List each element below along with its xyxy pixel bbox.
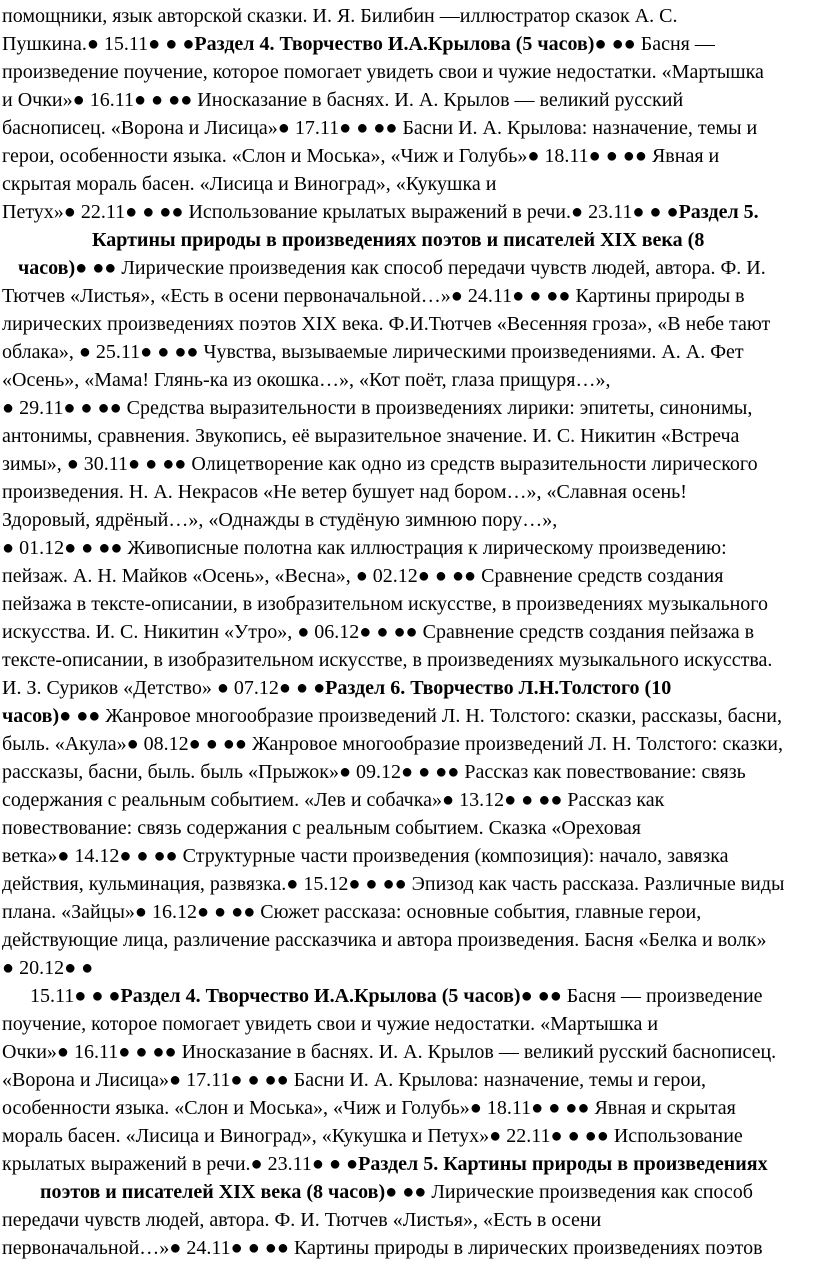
line-text: действующие лица, различение рассказчика и автора произведения. Басня «Белка и волк» bbox=[2, 929, 767, 951]
line-text: И. З. Суриков «Детство» ● 07.12● ● ● bbox=[2, 677, 326, 699]
section-heading: Раздел 4. Творчество И.А.Крылова (5 часов) bbox=[194, 33, 595, 55]
section-heading: часов) bbox=[2, 705, 60, 727]
line-content bbox=[0, 954, 93, 982]
text-line bbox=[0, 814, 816, 842]
line-content bbox=[0, 86, 683, 114]
line-content bbox=[0, 30, 715, 58]
line-text: и Очки»● 16.11● ● ●● Иносказание в баснях. И. А. Крылов — великий русский bbox=[2, 89, 684, 111]
line-content bbox=[0, 366, 610, 394]
line-content bbox=[0, 1234, 763, 1262]
text-line bbox=[0, 534, 816, 562]
text-line bbox=[0, 646, 816, 674]
text-line bbox=[0, 478, 816, 506]
text-line bbox=[0, 142, 816, 170]
line-text: Пушкина.● 15.11● ● ● bbox=[2, 33, 195, 55]
line-text: лирических произведениях поэтов XIX века. Ф.И.Тютчев «Весенняя гроза», «В небе тают bbox=[2, 313, 771, 335]
line-content bbox=[0, 1122, 743, 1150]
text-line bbox=[0, 1234, 816, 1262]
text-line bbox=[0, 562, 816, 590]
line-text: действия, кульминация, развязка.● 15.12● ● ●● Эпизод как часть рассказа. Различные виды bbox=[2, 873, 785, 895]
text-line bbox=[0, 1150, 816, 1178]
line-text: скрытая мораль басен. «Лисица и Виноград», «Кукушка и bbox=[2, 173, 497, 195]
line-content bbox=[0, 506, 557, 534]
text-line bbox=[0, 282, 816, 310]
line-content bbox=[0, 1010, 658, 1038]
line-text: помощники, язык авторской сказки. И. Я. Билибин —иллюстратор сказок А. С. bbox=[2, 5, 678, 27]
line-content bbox=[0, 394, 752, 422]
line-content bbox=[0, 2, 678, 30]
line-text: плана. «Зайцы»● 16.12● ● ●● Сюжет рассказа: основные события, главные герои, bbox=[2, 901, 702, 923]
line-content bbox=[0, 114, 757, 142]
line-content bbox=[0, 142, 719, 170]
line-text: произведения. Н. А. Некрасов «Не ветер бушует над бором…», «Славная осень! bbox=[2, 481, 687, 503]
line-text: Здоровый, ядрёный…», «Однажды в студёную зимнюю пору…», bbox=[2, 509, 558, 531]
text-line bbox=[0, 310, 816, 338]
line-content bbox=[0, 590, 768, 618]
line-text: произведение поучение, которое помогает увидеть свои и чужие недостатки. «Мартышка bbox=[2, 61, 764, 83]
line-text: ● 01.12● ● ●● Живописные полотна как иллюстрация к лирическому произведению: bbox=[2, 537, 727, 559]
text-line bbox=[0, 422, 816, 450]
text-line bbox=[0, 898, 816, 926]
line-content bbox=[0, 1094, 736, 1122]
text-line bbox=[0, 86, 816, 114]
line-content bbox=[0, 170, 496, 198]
text-line bbox=[0, 366, 816, 394]
line-text: поучение, которое помогает увидеть свои и чужие недостатки. «Мартышка и bbox=[2, 1013, 659, 1035]
line-text: «Ворона и Лисица»● 17.11● ● ●● Басни И. А. Крылова: назначение, темы и герои, bbox=[2, 1069, 707, 1091]
line-content bbox=[0, 254, 766, 282]
line-content bbox=[0, 842, 729, 870]
line-text: Петух»● 22.11● ● ●● Использование крылатых выражений в речи.● 23.11● ● ● bbox=[2, 201, 679, 223]
line-tail-text: ● ●● Басня — bbox=[594, 33, 715, 55]
line-content bbox=[0, 198, 759, 226]
text-line bbox=[0, 1010, 816, 1038]
line-content bbox=[0, 926, 766, 954]
text-line bbox=[0, 1094, 816, 1122]
line-content bbox=[0, 982, 763, 1010]
text-line bbox=[0, 114, 816, 142]
line-content bbox=[0, 786, 664, 814]
line-content bbox=[0, 562, 723, 590]
line-text: ● 29.11● ● ●● Средства выразительности в произведениях лирики: эпитеты, синонимы, bbox=[2, 397, 753, 419]
line-content bbox=[0, 282, 745, 310]
line-text: быль. «Акула»● 08.12● ● ●● Жанровое многообразие произведений Л. Н. Толстого: сказки, bbox=[2, 733, 783, 755]
text-line bbox=[0, 338, 816, 366]
text-line bbox=[0, 226, 816, 254]
line-text: мораль басен. «Лисица и Виноград», «Кукушка и Петух»● 22.11● ● ●● Использование bbox=[2, 1125, 743, 1147]
section-heading: Раздел 6. Творчество Л.Н.Толстого (10 bbox=[325, 677, 672, 699]
text-line bbox=[0, 842, 816, 870]
line-content bbox=[0, 338, 744, 366]
line-text: Очки»● 16.11● ● ●● Иносказание в баснях. И. А. Крылов — великий русский баснописец. bbox=[2, 1041, 777, 1063]
line-text: пейзажа в тексте-описании, в изобразительном искусстве, в произведениях музыкального bbox=[2, 593, 769, 615]
text-line bbox=[0, 450, 816, 478]
line-text: рассказы, басни, быль. быль «Прыжок»● 09.12● ● ●● Рассказ как повествование: связь bbox=[2, 761, 746, 783]
line-text: повествование: связь содержания с реальным событием. Сказка «Ореховая bbox=[2, 817, 641, 839]
line-text: крылатых выражений в речи.● 23.11● ● ● bbox=[2, 1153, 359, 1175]
line-text: ● 20.12● ● bbox=[2, 957, 94, 979]
section-heading: часов) bbox=[18, 257, 76, 279]
text-line bbox=[0, 730, 816, 758]
section-heading: поэтов и писателей XIX века (8 часов) bbox=[40, 1181, 386, 1203]
text-line bbox=[0, 30, 816, 58]
line-text: передачи чувств людей, автора. Ф. И. Тютчев «Листья», «Есть в осени bbox=[2, 1209, 602, 1231]
line-content bbox=[0, 870, 784, 898]
line-content bbox=[0, 1178, 753, 1206]
line-text: Тютчев «Листья», «Есть в осени первоначальной…»● 24.11● ● ●● Картины природы в bbox=[2, 285, 745, 307]
line-tail-text: ● ●● Лирические произведения как способ передачи чувств людей, автора. Ф. И. bbox=[75, 257, 766, 279]
line-content bbox=[0, 814, 641, 842]
line-content bbox=[0, 1038, 776, 1066]
line-text: ветка»● 14.12● ● ●● Структурные части произведения (композиция): начало, завязка bbox=[2, 845, 729, 867]
line-text: особенности языка. «Слон и Моська», «Чиж и Голубь»● 18.11● ● ●● Явная и скрытая bbox=[2, 1097, 736, 1119]
line-content bbox=[0, 1206, 601, 1234]
line-content bbox=[0, 1150, 768, 1178]
section-heading: Раздел 5. Картины природы в произведениях bbox=[358, 1153, 768, 1175]
line-text: пейзаж. А. Н. Майков «Осень», «Весна», ● 02.12● ● ●● Сравнение средств создания bbox=[2, 565, 724, 587]
line-text: антонимы, сравнения. Звукопись, её выразительное значение. И. С. Никитин «Встреча bbox=[2, 425, 740, 447]
line-text: герои, особенности языка. «Слон и Моська», «Чиж и Голубь»● 18.11● ● ●● Явная и bbox=[2, 145, 720, 167]
line-text: искусства. И. С. Никитин «Утро», ● 06.12● ● ●● Сравнение средств создания пейзажа в bbox=[2, 621, 755, 643]
line-content bbox=[0, 1066, 706, 1094]
line-content bbox=[0, 674, 671, 702]
line-content bbox=[0, 58, 764, 86]
line-content bbox=[0, 478, 687, 506]
line-content bbox=[0, 758, 746, 786]
line-text: «Осень», «Мама! Глянь-ка из окошка…», «Кот поёт, глаза прищуря…», bbox=[2, 369, 611, 391]
line-content bbox=[0, 618, 754, 646]
section-heading: Раздел 4. Творчество И.А.Крылова (5 часов) bbox=[120, 985, 521, 1007]
text-line bbox=[0, 926, 816, 954]
line-content bbox=[0, 310, 770, 338]
line-content bbox=[0, 534, 727, 562]
text-line bbox=[0, 702, 816, 730]
text-line bbox=[0, 786, 816, 814]
line-content bbox=[0, 646, 772, 674]
line-text: облака», ● 25.11● ● ●● Чувства, вызываемые лирическими произведениями. А. А. Фет bbox=[2, 341, 744, 363]
section-heading: Картины природы в произведениях поэтов и писателей XIX века (8 bbox=[92, 229, 705, 251]
text-line bbox=[0, 506, 816, 534]
text-line bbox=[0, 2, 816, 30]
text-line bbox=[0, 870, 816, 898]
line-content bbox=[0, 898, 701, 926]
text-line bbox=[0, 254, 816, 282]
line-content bbox=[0, 730, 783, 758]
text-line bbox=[0, 58, 816, 86]
text-line bbox=[0, 1122, 816, 1150]
text-line bbox=[0, 394, 816, 422]
line-text: тексте-описании, в изобразительном искусстве, в произведениях музыкального искусства. bbox=[2, 649, 773, 671]
line-content bbox=[0, 226, 704, 254]
text-line bbox=[0, 758, 816, 786]
text-line bbox=[0, 198, 816, 226]
text-line bbox=[0, 674, 816, 702]
line-text: 15.11● ● ● bbox=[30, 985, 121, 1007]
line-tail-text: ● ●● Лирические произведения как способ bbox=[385, 1181, 753, 1203]
text-line bbox=[0, 1178, 816, 1206]
text-line bbox=[0, 618, 816, 646]
line-content bbox=[0, 422, 739, 450]
section-heading: Раздел 5. bbox=[678, 201, 759, 223]
line-text: содержания с реальным событием. «Лев и собачка»● 13.12● ● ●● Рассказ как bbox=[2, 789, 665, 811]
text-line bbox=[0, 590, 816, 618]
text-line bbox=[0, 1038, 816, 1066]
line-text: баснописец. «Ворона и Лисица»● 17.11● ● ●● Басни И. А. Крылова: назначение, темы и bbox=[2, 117, 758, 139]
line-tail-text: ● ●● Басня — произведение bbox=[520, 985, 763, 1007]
line-text: первоначальной…»● 24.11● ● ●● Картины природы в лирических произведениях поэтов bbox=[2, 1237, 763, 1259]
line-content bbox=[0, 450, 758, 478]
line-tail-text: ● ●● Жанровое многообразие произведений Л. Н. Толстого: сказки, рассказы, басни, bbox=[59, 705, 782, 727]
line-content bbox=[0, 702, 782, 730]
text-line bbox=[0, 954, 816, 982]
text-line bbox=[0, 982, 816, 1010]
text-line bbox=[0, 1066, 816, 1094]
text-line bbox=[0, 170, 816, 198]
text-line bbox=[0, 1206, 816, 1234]
line-text: зимы», ● 30.11● ● ●● Олицетворение как одно из средств выразительности лирического bbox=[2, 453, 758, 475]
